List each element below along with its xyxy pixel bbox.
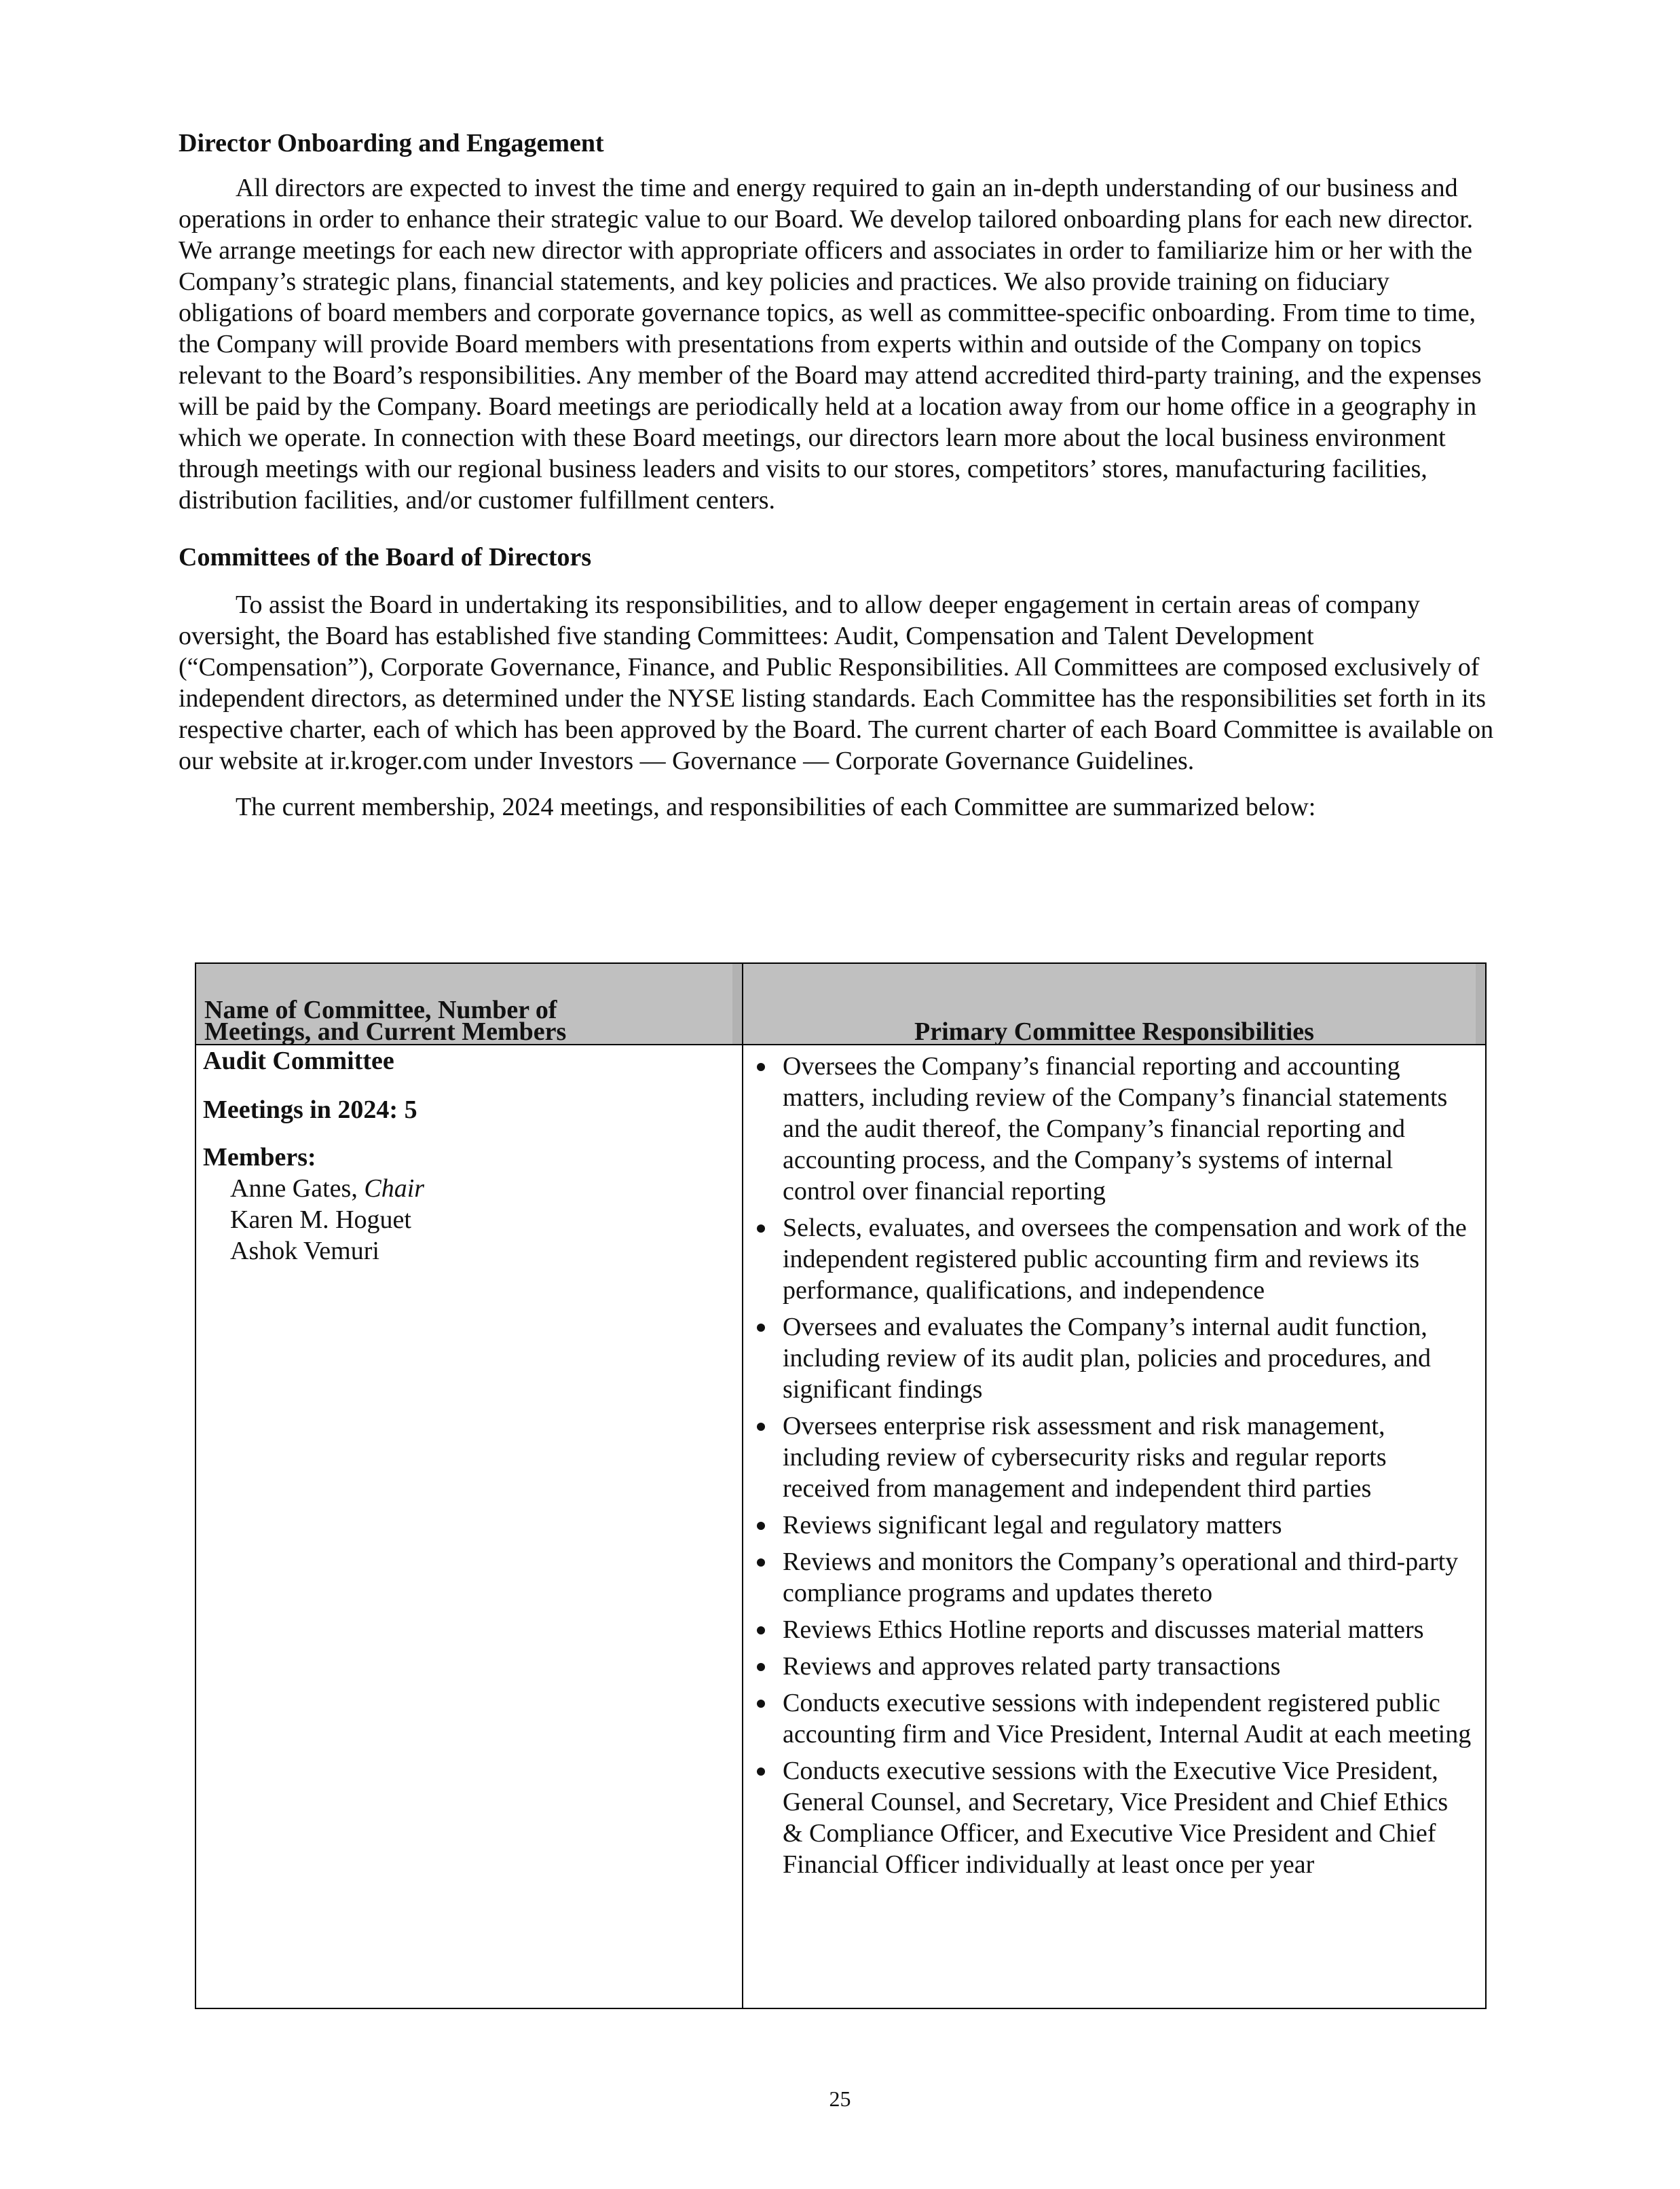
list-item [751,1051,1472,1207]
header-committee-name [195,963,743,1045]
member-item: Karen M. Hoguet [230,1205,411,1234]
committees-paragraph: To assist the Board in undertaking its responsibilities, and to allow deeper engagement in certain areas of company oversight, the Board has established five standing Committees: Audit, Compensation and Talent Development (“Compensation”), Corporate Governance, Finance, and Public Responsibilities. All Committees are composed exclusively of independent directors, as determined under the NYSE listing standards. Each Committee has the responsibilities set forth in its respective charter, each of which has been approved by the Board. The current charter of each Board Committee is available on our website at ir.kroger.com under Investors — Governance — Corporate Governance Guidelines. [179,591,1494,775]
list-item [751,1546,1472,1609]
responsibilities-list [751,1051,1472,1880]
committees-summary-line: The current membership, 2024 meetings, and responsibilities of each Committee are summarized below: [236,793,1316,821]
list-item [751,1410,1472,1504]
list-item [751,1687,1472,1750]
responsibility-text: Reviews significant legal and regulatory matters [783,1511,1282,1539]
onboarding-paragraph: All directors are expected to invest the time and energy required to gain an in-depth understanding of our business and operations in order to enhance their strategic value to our Board. We develop tailored onboarding plans for each new director. We arrange meetings for each new director with appropriate officers and associates in order to familiarize him or her with the Company’s strategic plans, financial statements, and key policies and practices. We also provide training on fiduciary obligations of board members and corporate governance topics, as well as committee-specific onboarding. From time to time, the Company will provide Board members with presentations from experts within and outside of the Company on topics relevant to the Board’s responsibilities. Any member of the Board may attend accredited third-party training, and the expenses will be paid by the Company. Board meetings are periodically held at a location away from our home office in a geography in which we operate. In connection with these Board meetings, our directors learn more about the local business environment through meetings with our regional business leaders and visits to our stores, competitors’ stores, manufacturing facilities, distribution facilities, and/or customer fulfillment centers. [179,174,1482,514]
committee-info-cell [195,1045,743,2008]
table-header-row [195,963,1486,1045]
bullet-icon [757,1663,765,1671]
member-role: Chair [364,1174,425,1203]
list-item [751,1614,1472,1645]
committee-table [195,962,1487,2009]
responsibility-text: Reviews Ethics Hotline reports and discusses material matters [783,1615,1424,1644]
bullet-icon [757,1626,765,1634]
responsibility-text: Selects, evaluates, and oversees the compensation and work of the independent registered public accounting firm and reviews its performance, qualifications, and independence [783,1214,1467,1305]
bullet-icon [757,1063,765,1071]
members-label: Members: [203,1143,316,1172]
list-item [751,1510,1472,1541]
table-row [195,1045,1486,2008]
header-col1-line2: Meetings, and Current Members [204,1017,567,1046]
member-item [230,1173,735,1204]
committee-meetings: Meetings in 2024: 5 [203,1096,417,1124]
bullet-icon [757,1767,765,1776]
committee-name: Audit Committee [203,1047,394,1075]
list-item [751,1311,1472,1405]
responsibility-text: Oversees and evaluates the Company’s internal audit function, including review of its audit plan, policies and procedures, and significant findings [783,1313,1432,1404]
section-heading-committees: Committees of the Board of Directors [179,543,592,572]
bullet-icon [757,1522,765,1530]
bullet-icon [757,1224,765,1233]
responsibility-text: Oversees enterprise risk assessment and risk management, including review of cybersecurity risks and regular reports received from management and independent third parties [783,1412,1387,1503]
responsibility-text: Reviews and approves related party transactions [783,1652,1281,1681]
header-col1-line1: Name of Committee, Number of [204,996,557,1024]
member-name: Anne Gates, [230,1174,358,1203]
member-item: Ashok Vemuri [230,1237,379,1265]
list-item [751,1212,1472,1306]
bullet-icon [757,1700,765,1708]
document-page [179,128,1509,823]
bullet-icon [757,1324,765,1332]
responsibility-text: Reviews and monitors the Company’s operational and third-party compliance programs and updates thereto [783,1548,1459,1607]
header-responsibilities: Primary Committee Responsibilities [743,963,1486,1045]
bullet-icon [757,1423,765,1431]
responsibility-text: Conducts executive sessions with the Executive Vice President, General Counsel, and Secretary, Vice President and Chief Ethics & Compliance Officer, and Executive Vice President and Chief Financial Officer individually at least once per year [783,1757,1449,1879]
responsibility-text: Oversees the Company’s financial reporting and accounting matters, including review of the Company’s financial statements and the audit thereof, the Company’s financial reporting and accounting process, and the Company’s systems of internal control over financial reporting [783,1052,1448,1205]
section-heading-onboarding: Director Onboarding and Engagement [179,129,604,157]
list-item [751,1755,1472,1880]
bullet-icon [757,1558,765,1567]
page-number: 25 [829,2087,851,2111]
responsibility-text: Conducts executive sessions with independent registered public accounting firm and Vice President, Internal Audit at each meeting [783,1689,1472,1748]
responsibilities-cell [743,1045,1486,2008]
list-item [751,1651,1472,1682]
